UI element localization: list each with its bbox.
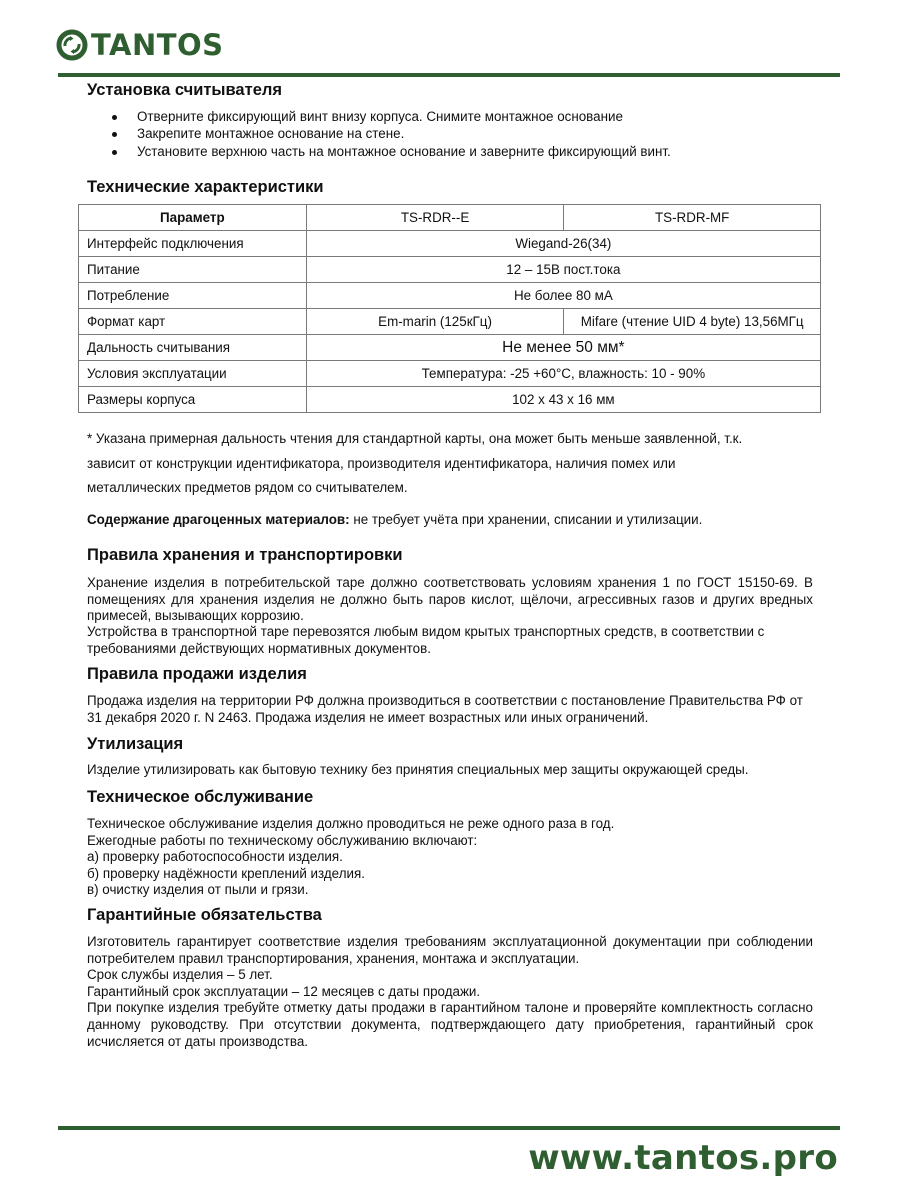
installation-heading: Установка считывателя — [87, 81, 282, 99]
table-row — [79, 231, 821, 257]
brand-logo — [56, 28, 224, 62]
storage-text: Хранение изделия в потребительской таре должно соответствовать условиям хранения 1 по ГОСТ 15150-69. В помещениях для хранения изделия не должно быть паров кислот, щёлочи, агрессивных газов и других вредных примесей, вызывающих коррозию. — [87, 575, 813, 624]
param-cell: Размеры корпуса — [79, 387, 307, 413]
table-row — [79, 257, 821, 283]
header-divider — [58, 73, 840, 77]
brand-name: TANTOS — [91, 28, 224, 62]
maintenance-line: Ежегодные работы по техническому обслуживанию включают: — [87, 832, 478, 848]
maintenance-line: а) проверку работоспособности изделия. — [87, 849, 343, 865]
list-item: Закрепите монтажное основание на стене. — [108, 125, 671, 142]
transport-text: Устройства в транспортной таре перевозятся любым видом крытых транспортных средств, в соответствии с требованиями действующих нормативных документов. — [87, 624, 765, 656]
precious-text: не требует учёта при хранении, списании и утилизации. — [349, 512, 703, 527]
value-cell: Wiegand-26(34) — [306, 231, 820, 257]
disposal-text: Изделие утилизировать как бытовую технику без принятия специальных мер защиты окружающей среды. — [87, 762, 749, 777]
value-cell: 12 – 15В пост.тока — [306, 257, 820, 283]
warranty-heading: Гарантийные обязательства — [87, 906, 322, 924]
sales-heading: Правила продажи изделия — [87, 665, 307, 683]
list-item: Установите верхнюю часть на монтажное основание и заверните фиксирующий винт. — [108, 143, 671, 160]
maintenance-line: б) проверку надёжности креплений изделия. — [87, 865, 365, 881]
table-row — [79, 309, 821, 335]
warranty-paragraph: При покупке изделия требуйте отметку даты продажи в гарантийном талоне и проверяйте комплектность согласно данному руководству. При отсутствии документа, подтверждающего дату приобретения, гарантийный срок исчисляется от даты производства. — [87, 1000, 813, 1049]
param-cell: Интерфейс подключения — [79, 231, 307, 257]
table-row — [79, 335, 821, 361]
warranty-paragraph: Изготовитель гарантирует соответствие изделия требованиям эксплуатационной документации при соблюдении потребителем правил транспортирования, хранения, монтажа и эксплуатации. — [87, 934, 813, 966]
param-cell: Дальность считывания — [79, 335, 307, 361]
maintenance-line: Техническое обслуживание изделия должно проводиться не реже одного раза в год. — [87, 816, 615, 831]
value-cell: Mifare (чтение UID 4 byte) 13,56МГц — [564, 309, 821, 335]
warranty-text — [87, 934, 813, 1050]
sales-text: Продажа изделия на территории РФ должна производиться в соответствии с постановление Правительства РФ от 31 декабря 2020 г. N 2463. Продажа изделия не имеет возрастных или иных ограничений. — [87, 693, 803, 725]
range-footnote: * Указана примерная дальность чтения для стандартной карты, она может быть меньше заявленной, т.к. зависит от конструкции идентификатора, производителя идентификатора, наличия помех или металлических предметов рядом со считывателем. — [87, 431, 743, 495]
maintenance-text — [87, 816, 614, 899]
installation-steps — [108, 108, 671, 160]
specs-heading: Технические характеристики — [87, 178, 324, 196]
param-cell: Формат карт — [79, 309, 307, 335]
column-header: Параметр — [79, 205, 307, 231]
table-header-row — [79, 205, 821, 231]
warranty-paragraph: Гарантийный срок эксплуатации – 12 месяцев с даты продажи. — [87, 983, 481, 999]
param-cell: Условия эксплуатации — [79, 361, 307, 387]
value-cell: Не менее 50 мм* — [306, 335, 820, 361]
maintenance-line: в) очистку изделия от пыли и грязи. — [87, 882, 309, 898]
value-cell: Em-marin (125кГц) — [306, 309, 564, 335]
table-row — [79, 361, 821, 387]
column-header: TS-RDR-MF — [564, 205, 821, 231]
bullet-icon — [112, 150, 117, 155]
value-cell: Не более 80 мА — [306, 283, 820, 309]
disposal-heading: Утилизация — [87, 735, 184, 753]
tantos-ring-arrows-icon — [56, 29, 88, 61]
column-header: TS-RDR--E — [306, 205, 564, 231]
specs-table — [78, 204, 821, 413]
value-cell: Температура: -25 +60°С, влажность: 10 - 90% — [306, 361, 820, 387]
maintenance-heading: Техническое обслуживание — [87, 788, 314, 806]
precious-label: Содержание драгоценных материалов: — [87, 512, 350, 527]
table-row — [79, 283, 821, 309]
storage-heading: Правила хранения и транспортировки — [87, 546, 403, 564]
precious-materials-note — [87, 512, 702, 529]
list-item: Отверните фиксирующий винт внизу корпуса. Снимите монтажное основание — [108, 108, 671, 125]
footer-website-link[interactable]: www.tantos.pro — [528, 1138, 838, 1178]
warranty-paragraph: Срок службы изделия – 5 лет. — [87, 967, 273, 983]
bullet-icon — [112, 132, 117, 137]
param-cell: Потребление — [79, 283, 307, 309]
table-row — [79, 387, 821, 413]
value-cell: 102 х 43 х 16 мм — [306, 387, 820, 413]
bullet-icon — [112, 115, 117, 120]
footer-divider — [58, 1126, 840, 1130]
param-cell: Питание — [79, 257, 307, 283]
